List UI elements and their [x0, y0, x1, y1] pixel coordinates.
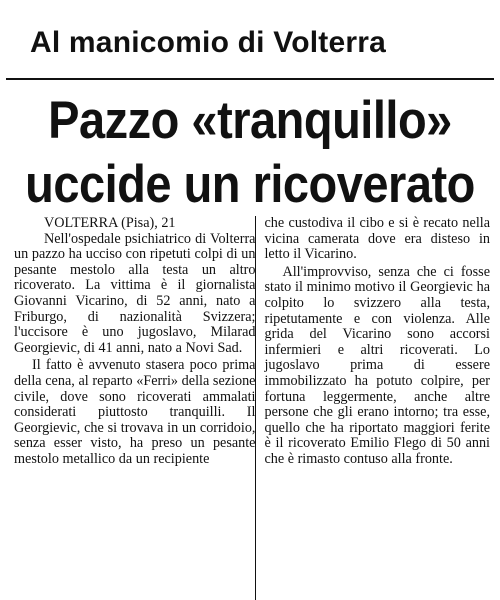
dateline: VOLTERRA (Pisa), 21	[44, 215, 176, 231]
article-body	[14, 216, 490, 600]
article-column-left	[14, 216, 255, 600]
headline-line-1: Pazzo «tranquillo»	[48, 89, 452, 150]
article-paragraph: che custodiva il cibo e si è recato nella vicina camerata dove era disteso in letto il Vicarino.	[264, 215, 490, 263]
article-column-right	[255, 216, 490, 600]
kicker-heading: Al manicomio di Volterra	[30, 26, 386, 59]
divider-rule	[6, 78, 494, 80]
headline-line-2: uccide un ricoverato	[25, 153, 475, 214]
article-paragraph: Nell'ospedale psichiatrico di Volterra un pazzo ha ucciso con ripetuti colpi di un pesante mestolo alla testa un altro ricoverato. La vittima è il giornalista Giovanni Vicarino, di 52 anni, nato a Friburgo, di nazionalità Svizzera; l'uccisore è uno jugoslavo, Milarad Georgievic, di 41 anni, nato a Novi Sad.	[14, 230, 256, 356]
article-paragraph: Il fatto è avvenuto stasera poco prima della cena, al reparto «Ferri» della sezione civile, dove sono ricoverati ammalati considerati piuttosto tranquilli. Il Georgievic, che si trovava in un corridoio, senza esser visto, ha preso un pesante mestolo metallico da un recipiente	[14, 357, 256, 467]
article-paragraph: All'improvviso, senza che ci fosse stato il minimo motivo il Georgievic ha colpito lo svizzero alla testa, ripetutamente e con violenza. Alle grida del Vicarino sono accorsi infermieri e altri ricoverati. Lo jugoslavo prima di essere immobilizzato ha potuto colpire, per fortuna leggermente, anche altre persone che gli erano intorno; tra esse, quello che ha riportato maggiori ferite è il ricoverato Emilio Flego di 50 anni che è rimasto contuso alla fronte.	[264, 263, 490, 467]
